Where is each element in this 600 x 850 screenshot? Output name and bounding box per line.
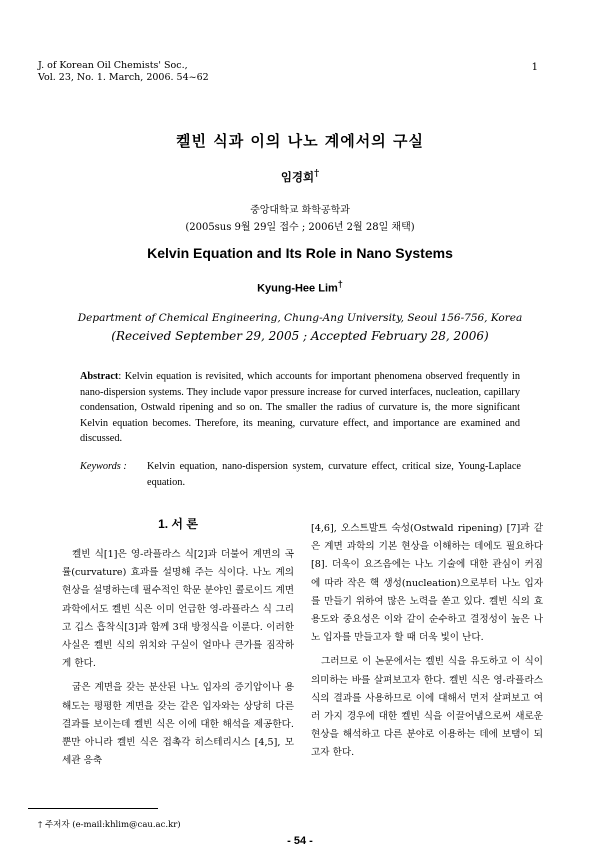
korean-title: 켈빈 식과 이의 나노 계에서의 구실	[176, 132, 424, 150]
korean-affiliation: 중앙대학교 화학공학과	[250, 205, 350, 216]
paragraph: 그러므로 이 논문에서는 켈빈 식을 유도하고 이 식이 의미하는 바를 살펴보고자 한다. 켈빈 식은 영-라플라스 식의 결과를 사용하므로 이에 대해서 먼저 살펴보고 여러 가지 경우에 대한 켈빈 식을 이끌어냄으로써 새로운 현상을 해석하고 다른 분야로 이용하는 데에 보탬이 되고자 한다.	[311, 656, 543, 759]
dagger-mark: †	[337, 279, 343, 289]
abstract-text: : Kelvin equation is revisited, which accounts for important phenomena observed frequently in nano-dispersion systems. They include vapor pressure increase for curved interfaces, nucleation, capillary condensation, Ostwald ripening and so on. The smaller the radius of curvature is, the more significant Kelvin equation becomes. Therefore, its meaning, curvature effect, and importance are examined and discussed.	[80, 371, 520, 445]
korean-affiliation-block	[0, 202, 600, 236]
dagger-mark: †	[314, 168, 320, 179]
journal-header	[38, 60, 209, 84]
english-author-name: Kyung-Hee Lim	[257, 282, 338, 295]
korean-author	[0, 168, 600, 185]
keywords-label: Keywords :	[80, 461, 127, 472]
paragraph: 굽은 계면을 갖는 분산된 나노 입자의 증기압이나 용해도는 평평한 계면을 갖는 같은 입자와는 상당히 다른 결과를 보이는데 켈빈 식은 이에 대한 해석을 제공한다. 뿐만 아니라 켈빈 식은 접촉각 히스테리시스 [4,5], 모세관 응축	[62, 682, 294, 767]
footnote: † 주저자 (e-mail:khlim@cau.ac.kr)	[38, 820, 181, 830]
abstract-label: Abstract	[80, 371, 119, 382]
paragraph: 켈빈 식[1]은 영-라플라스 식[2]과 더불어 계면의 곡률(curvature) 효과를 설명해 주는 식이다. 나노 계의 현상을 설명하는데 필수적인 학문 분야인 콜로이드 계면과학에서도 켈빈 식은 이미 언급한 영-라플라스 식 그리고 깁스 흡착식[3]과 함께 3대 방정식을 이룬다. 이러한 사실은 켈빈 식의 위치와 구실이 얼마나 큰가를 짐작하게 한다.	[62, 549, 294, 670]
english-affiliation: Department of Chemical Engineering, Chung-Ang University, Seoul 156-756, Korea	[77, 312, 523, 324]
section-heading: 1. 서 론	[158, 517, 198, 531]
header-page-number: 1	[531, 62, 538, 73]
abstract	[80, 369, 520, 447]
left-column	[62, 514, 294, 770]
page-footer-number: - 54 -	[287, 835, 313, 847]
footnote-divider	[28, 808, 158, 809]
korean-dates: (2005sus 9월 29일 접수 ; 2006년 2월 28일 채택)	[185, 222, 415, 233]
english-affiliation-block	[0, 309, 600, 345]
english-title: Kelvin Equation and Its Role in Nano Systems	[147, 245, 453, 261]
paragraph: [4,6], 오스트발트 숙성(Ostwald ripening) [7]과 같은 계면 과학의 기본 현상을 이해하는 데에도 필요하다 [8]. 더욱이 요즈음에는 나노 기술에 대한 관심이 커짐에 따라 작은 핵 생성(nucleation)으로부터 나노 입자를 만들기 위하여 많은 노력을 쏟고 있다. 켈빈 식의 효용도와 중요성은 이와 같이 순수하고 결정성이 높은 나노 입자를 만들고자 할 때 더욱 빛이 난다.	[311, 523, 543, 644]
keywords-text: Kelvin equation, nano-dispersion system, curvature effect, critical size, Young-Laplace equation.	[147, 461, 521, 488]
received-dates: (Received September 29, 2005 ; Accepted February 28, 2006)	[111, 329, 489, 343]
right-column	[311, 520, 543, 763]
journal-name: J. of Korean Oil Chemists' Soc.,	[38, 60, 188, 71]
english-author	[0, 279, 600, 295]
korean-author-name: 임경희	[280, 169, 315, 184]
journal-volume: Vol. 23, No. 1. March, 2006. 54~62	[38, 72, 209, 83]
